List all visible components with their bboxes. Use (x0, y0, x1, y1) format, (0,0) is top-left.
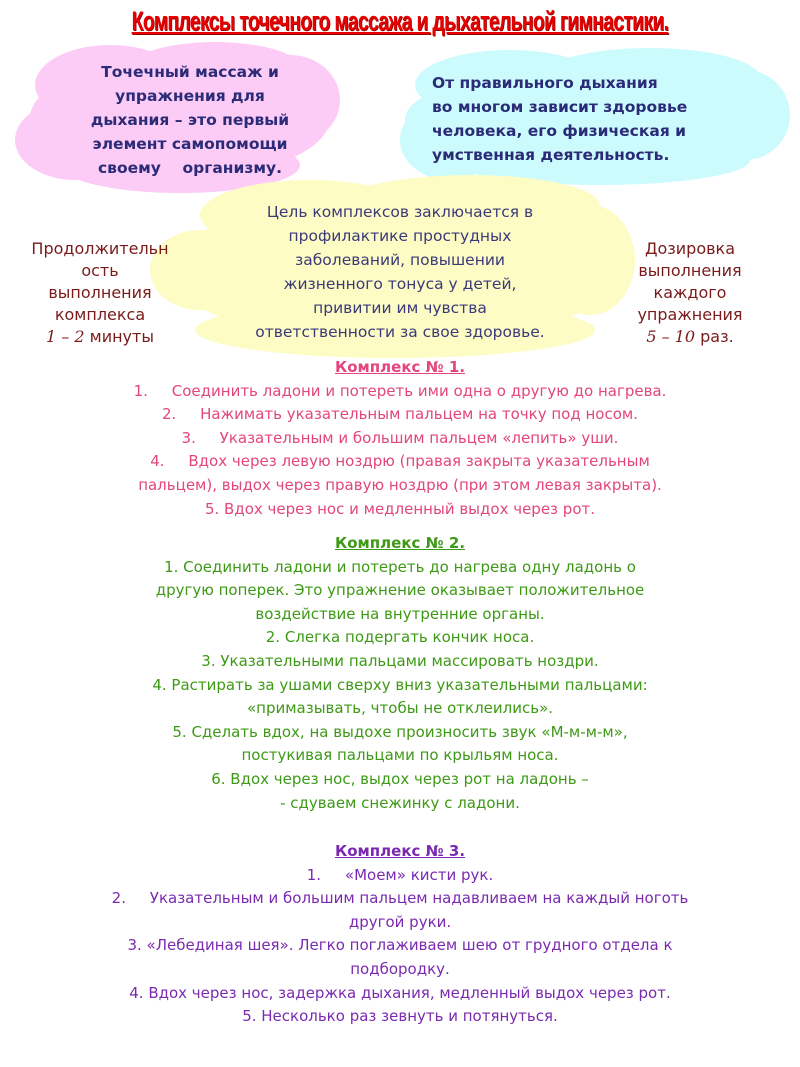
dosage-value: 5 – 10 (646, 327, 696, 346)
complex-2-heading: Комплекс № 2. (334, 534, 466, 552)
text-line: Дозировка (644, 239, 736, 258)
text-line: выполнения (638, 261, 742, 280)
text-line: человека, его физическая и (432, 122, 687, 140)
bubble-left (40, 60, 340, 180)
list-item: 4. Вдох через нос, задержка дыхания, медленный выдох через рот. (129, 983, 671, 1002)
text-line: элемент самопомощи (92, 135, 288, 153)
list-item: 4. Растирать за ушами сверху вниз указательными пальцами: (152, 675, 648, 694)
list-item: 2. Слегка подергать кончик носа. (265, 628, 535, 647)
text-line: Точечный массаж и (101, 63, 279, 81)
page-title: Комплексы точечного массажа и дыхательной гимнастики. (131, 6, 669, 36)
list-item: 5. Несколько раз зевнуть и потянуться. (242, 1007, 558, 1026)
text-line: заболеваний, повышении (295, 251, 505, 269)
text-line: ость (81, 261, 119, 280)
complex-3 (0, 840, 800, 1029)
text-line: во многом зависит здоровье (432, 98, 688, 116)
text-line: своему организму. (97, 159, 283, 177)
complex-1 (0, 356, 800, 521)
list-item: 3. Указательным и большим пальцем «лепить» уши. (181, 428, 619, 447)
list-item: 3. «Лебединая шея». Легко поглаживаем шею от грудного отдела к (127, 936, 673, 955)
list-item: 4. Вдох через левую ноздрю (правая закрыта указательным (150, 452, 650, 471)
list-item: подбородку. (350, 959, 450, 978)
list-item: 1. Соединить ладони и потереть до нагрева одну ладонь о (164, 557, 636, 576)
list-item: 2. Нажимать указательным пальцем на точку под носом. (162, 405, 638, 424)
goal-text (200, 200, 600, 344)
list-item: 1. Соединить ладони и потереть ими одна о другую до нагрева. (133, 381, 667, 400)
text-line: упражнения для (115, 87, 265, 105)
list-item: 2. Указательным и большим пальцем надавливаем на каждый ноготь (111, 889, 689, 908)
list-item: 3. Указательными пальцами массировать ноздри. (201, 651, 599, 670)
text-line: привитии им чувства (313, 299, 487, 317)
text-line: комплекса (54, 305, 146, 324)
text-line: Цель комплексов заключается в (266, 203, 534, 221)
complex-1-heading: Комплекс № 1. (334, 358, 466, 376)
complex-3-heading: Комплекс № 3. (334, 842, 466, 860)
text-line: упражнения (637, 305, 743, 324)
dosage-note (610, 238, 770, 348)
list-item: пальцем), выдох через правую ноздрю (при этом левая закрыта). (138, 475, 662, 494)
duration-value: 1 – 2 (46, 327, 85, 346)
list-item: воздействие на внутренние органы. (255, 604, 545, 623)
dosage-unit: раз. (700, 327, 734, 346)
list-item: 6. Вдох через нос, выдох через рот на ладонь – (211, 769, 589, 788)
text-line: профилактике простудных (288, 227, 512, 245)
list-item: постукивая пальцами по крыльям носа. (241, 746, 559, 765)
text-line: Продолжительн (31, 239, 169, 258)
list-item: 5. Сделать вдох, на выдохе произносить звук «М-м-м-м», (172, 722, 628, 741)
text-line: ответственности за свое здоровье. (255, 323, 545, 341)
list-item: другой руки. (348, 912, 452, 931)
duration-unit: минуты (89, 327, 154, 346)
list-item: «примазывать, чтобы не отклеились». (246, 699, 554, 718)
list-item: другую поперек. Это упражнение оказывает положительное (155, 581, 645, 600)
text-line: От правильного дыхания (432, 74, 658, 92)
list-item: 1. «Моем» кисти рук. (306, 865, 494, 884)
text-line: жизненного тонуса у детей, (283, 275, 517, 293)
list-item: 5. Вдох через нос и медленный выдох через рот. (204, 499, 596, 518)
bubble-right (432, 71, 687, 167)
text-line: каждого (653, 283, 727, 302)
text-line: выполнения (48, 283, 152, 302)
list-item: - сдуваем снежинку с ладони. (280, 793, 520, 812)
complex-2 (0, 532, 800, 815)
text-line: умственная деятельность. (432, 146, 670, 164)
duration-note (5, 238, 195, 348)
text-line: дыхания – это первый (90, 111, 290, 129)
